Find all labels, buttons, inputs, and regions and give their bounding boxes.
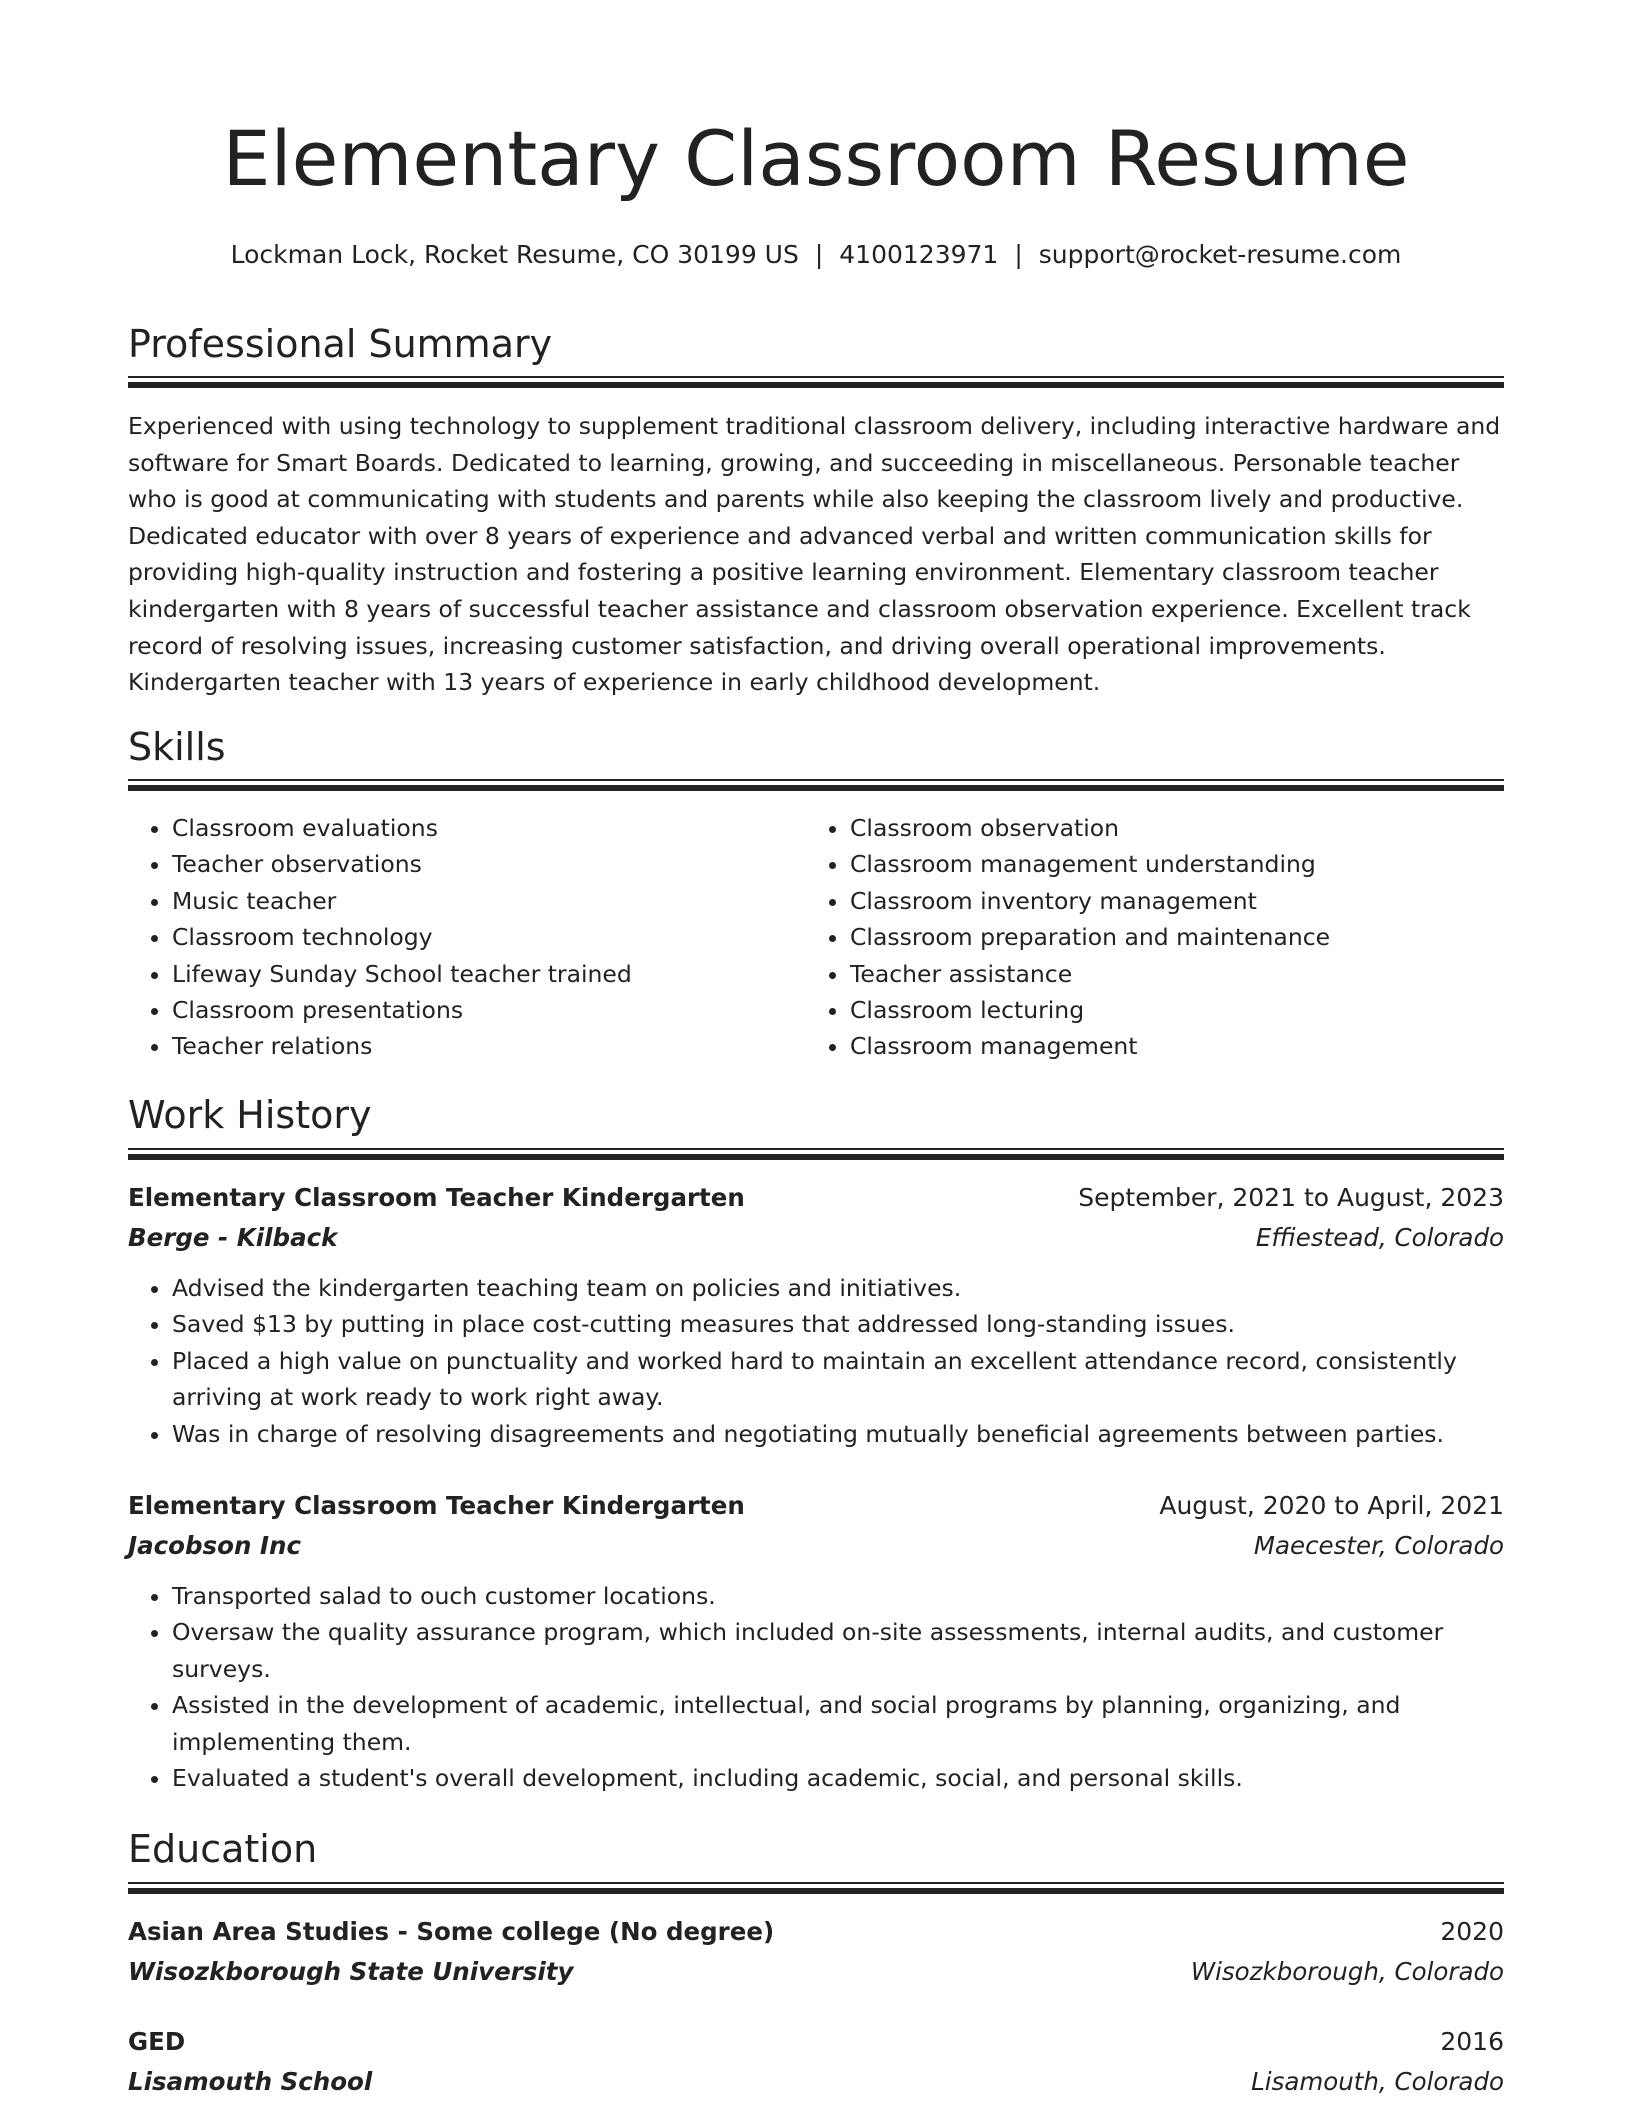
- job-company: Jacobson Inc: [128, 1531, 302, 1560]
- section-divider: [128, 376, 1504, 388]
- education-location: Lisamouth, Colorado: [1251, 2067, 1504, 2096]
- skill-item: • Classroom presentations: [172, 992, 806, 1028]
- skill-item: • Lifeway Sunday School teacher trained: [172, 956, 806, 992]
- contact-separator: |: [814, 240, 824, 269]
- education-degree: Asian Area Studies - Some college (No degree): [128, 1917, 775, 1946]
- job-bullet: • Evaluated a student's overall development, including academic, social, and personal skills.: [172, 1760, 1504, 1796]
- skill-item: • Teacher relations: [172, 1028, 806, 1064]
- education-header-row: [128, 1912, 1504, 1952]
- education-school: Wisozkborough State University: [128, 1957, 574, 1986]
- job-dates: September, 2021 to August, 2023: [1078, 1183, 1504, 1212]
- job-bullet: • Assisted in the development of academic, intellectual, and social programs by planning, organizing, and implementing them.: [172, 1687, 1504, 1760]
- education-school-row: [128, 1952, 1504, 1992]
- job-dates: August, 2020 to April, 2021: [1159, 1491, 1504, 1520]
- contact-line: [128, 240, 1504, 269]
- summary-heading: [128, 322, 1504, 366]
- job-entry: [128, 1178, 1504, 1452]
- work-heading: [128, 1093, 1504, 1137]
- skill-item: • Classroom inventory management: [850, 883, 1484, 919]
- contact-address: Lockman Lock, Rocket Resume, CO 30199 US: [230, 240, 799, 269]
- skill-item: • Classroom management: [850, 1028, 1484, 1064]
- skill-item: • Classroom observation: [850, 810, 1484, 846]
- education-school-row: [128, 2062, 1504, 2102]
- skill-item: • Teacher observations: [172, 846, 806, 882]
- education-header-row: [128, 2022, 1504, 2062]
- job-entry: [128, 1486, 1504, 1796]
- job-bullet: • Saved $13 by putting in place cost-cutting measures that addressed long-standing issues.: [172, 1306, 1504, 1342]
- section-divider: [128, 1882, 1504, 1894]
- job-company-row: [128, 1218, 1504, 1258]
- skill-item: • Classroom management understanding: [850, 846, 1484, 882]
- education-year: 2020: [1440, 1917, 1504, 1946]
- job-bullets: [128, 1270, 1504, 1452]
- job-header-row: [128, 1178, 1504, 1218]
- education-degree: GED: [128, 2027, 186, 2056]
- job-location: Maecester, Colorado: [1253, 1531, 1504, 1560]
- education-heading: [128, 1827, 1504, 1871]
- skills-column-right: [806, 810, 1484, 1065]
- resume-title: Elementary Classroom Resume: [222, 114, 1410, 203]
- skill-item: • Classroom evaluations: [172, 810, 806, 846]
- education-entry: [128, 1912, 1504, 1992]
- job-location: Effiestead, Colorado: [1255, 1223, 1504, 1252]
- job-bullets: [128, 1578, 1504, 1796]
- skills-heading: [128, 725, 1504, 769]
- education-location: Wisozkborough, Colorado: [1190, 1957, 1504, 1986]
- education-year: 2016: [1440, 2027, 1504, 2056]
- section-title: Professional Summary: [128, 322, 553, 366]
- job-title: Elementary Classroom Teacher Kindergarten: [128, 1491, 745, 1520]
- section-title: Work History: [128, 1093, 372, 1137]
- job-bullet: • Advised the kindergarten teaching team on policies and initiatives.: [172, 1270, 1504, 1306]
- job-header-row: [128, 1486, 1504, 1526]
- job-company-row: [128, 1526, 1504, 1566]
- job-company: Berge - Kilback: [128, 1223, 338, 1252]
- skill-item: • Classroom technology: [172, 919, 806, 955]
- education-entry: [128, 2022, 1504, 2102]
- contact-separator: |: [1014, 240, 1023, 269]
- section-title: Skills: [128, 725, 226, 769]
- section-divider: [128, 779, 1504, 791]
- job-bullet: • Placed a high value on punctuality and worked hard to maintain an excellent attendance record, consistently arriving at work ready to work right away.: [172, 1343, 1504, 1416]
- education-school: Lisamouth School: [128, 2067, 373, 2096]
- job-bullet: • Transported salad to ouch customer locations.: [172, 1578, 1504, 1614]
- job-title: Elementary Classroom Teacher Kindergarten: [128, 1183, 745, 1212]
- section-divider: [128, 1148, 1504, 1160]
- skills-list: [128, 810, 1504, 1065]
- skill-item: • Classroom preparation and maintenance: [850, 919, 1484, 955]
- job-bullet: • Oversaw the quality assurance program, which included on-site assessments, internal audits, and customer surveys.: [172, 1614, 1504, 1687]
- job-bullet: • Was in charge of resolving disagreements and negotiating mutually beneficial agreements between parties.: [172, 1416, 1504, 1452]
- skills-column-left: [128, 810, 806, 1065]
- contact-phone: 4100123971: [839, 240, 999, 269]
- summary-text: Experienced with using technology to supplement traditional classroom delivery, including interactive hardware and software for Smart Boards. Dedicated to learning, growing, and succeeding in miscellaneous. Personable teacher who is good at communicating with students and parents while also keeping the classroom lively and productive. Dedicated educator with over 8 years of experience and advanced verbal and written communication skills for providing high-quality instruction and fostering a positive learning environment. Elementary classroom teacher kindergarten with 8 years of successful teacher assistance and classroom observation experience. Excellent track record of resolving issues, increasing customer satisfaction, and driving overall operational improvements. Kindergarten teacher with 13 years of experience in early childhood development.: [128, 412, 1501, 697]
- skill-item: • Classroom lecturing: [850, 992, 1484, 1028]
- section-title: Education: [128, 1827, 318, 1871]
- skill-item: • Music teacher: [172, 883, 806, 919]
- skill-item: • Teacher assistance: [850, 956, 1484, 992]
- contact-email[interactable]: support@rocket-resume.com: [1038, 240, 1402, 269]
